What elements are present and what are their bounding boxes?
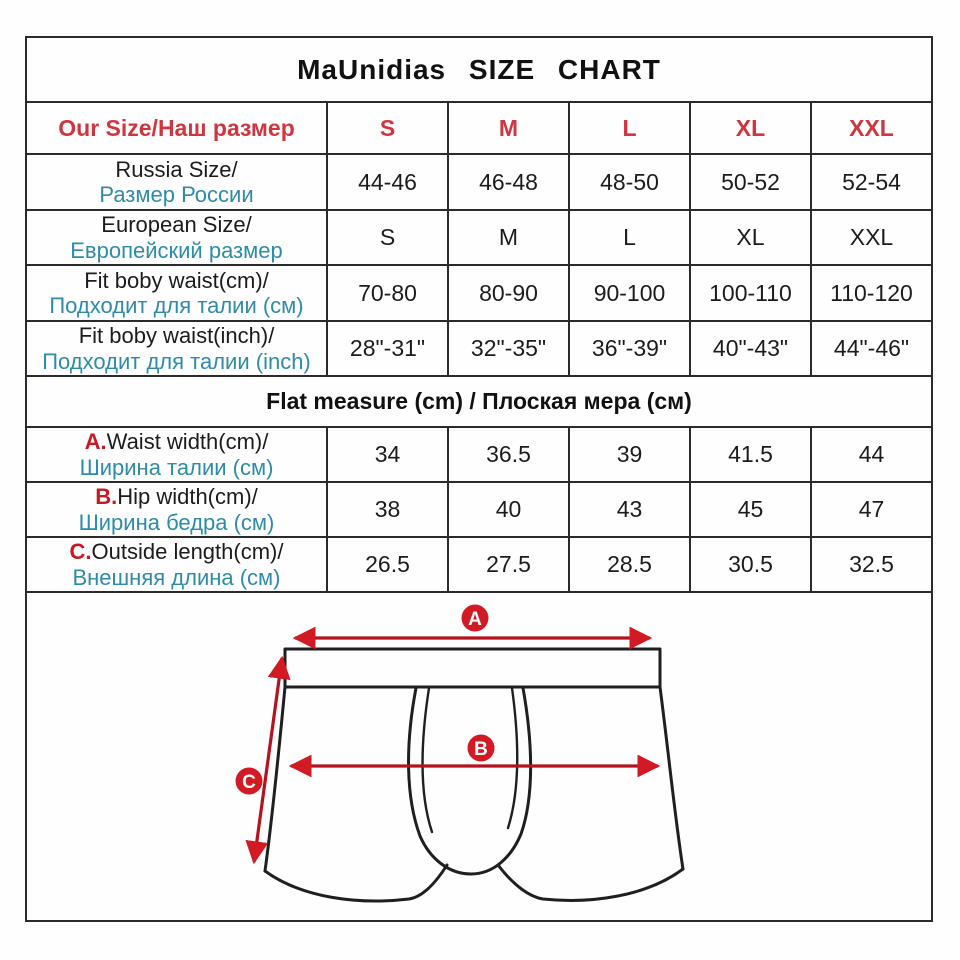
cell-value: 45 bbox=[689, 483, 810, 536]
header-size-s: S bbox=[326, 103, 447, 153]
cell-value: 32.5 bbox=[810, 538, 931, 591]
measure-letter-c: C. bbox=[69, 539, 92, 565]
cell-value: 52-54 bbox=[810, 155, 931, 209]
row-label-ru: Внешняя длина (см) bbox=[72, 564, 281, 590]
row-label-en: Russia Size/ bbox=[115, 156, 238, 182]
cell-value: 90-100 bbox=[568, 266, 689, 320]
row-label-en: European Size/ bbox=[101, 212, 252, 238]
row-label-text: Hip width(cm)/ bbox=[117, 484, 258, 510]
table-row-outside-length bbox=[27, 538, 931, 593]
cell-value: 48-50 bbox=[568, 155, 689, 209]
header-size-l: L bbox=[568, 103, 689, 153]
cell-value: 47 bbox=[810, 483, 931, 536]
boxer-shorts-diagram bbox=[27, 593, 931, 920]
cell-value: XXL bbox=[810, 211, 931, 264]
row-label-ru: Европейский размер bbox=[70, 237, 283, 263]
measure-badge-b-label: B bbox=[474, 739, 488, 760]
header-our-size: Our Size/Наш размер bbox=[58, 114, 295, 141]
row-label-en bbox=[70, 539, 284, 564]
cell-value: 28"-31" bbox=[326, 322, 447, 375]
cell-value: 43 bbox=[568, 483, 689, 536]
pouch-inner-seam-right bbox=[508, 688, 517, 828]
measure-badge-c-label: C bbox=[242, 772, 256, 793]
cell-value: 28.5 bbox=[568, 538, 689, 591]
header-size-xxl: XXL bbox=[810, 103, 931, 153]
page-title: MaUnidias SIZE CHART bbox=[27, 38, 931, 103]
cell-value: 44-46 bbox=[326, 155, 447, 209]
table-row-hip-width bbox=[27, 483, 931, 538]
row-label bbox=[27, 428, 326, 481]
cell-value: S bbox=[326, 211, 447, 264]
cell-value: XL bbox=[689, 211, 810, 264]
row-label bbox=[27, 322, 326, 375]
table-row-european-size bbox=[27, 211, 931, 266]
pouch-outer-seam bbox=[409, 688, 531, 874]
measure-badge-a-label: A bbox=[468, 609, 482, 630]
cell-value: 32"-35" bbox=[447, 322, 568, 375]
cell-value: L bbox=[568, 211, 689, 264]
row-label bbox=[27, 538, 326, 591]
row-label-en: Fit boby waist(inch)/ bbox=[78, 323, 275, 349]
cell-value: 26.5 bbox=[326, 538, 447, 591]
row-label bbox=[27, 155, 326, 209]
measure-letter-b: B. bbox=[95, 484, 118, 510]
table-row-waist-width bbox=[27, 428, 931, 483]
cell-value: 100-110 bbox=[689, 266, 810, 320]
row-label-ru: Ширина талии (см) bbox=[79, 454, 274, 480]
measurement-diagram bbox=[27, 593, 931, 920]
row-label-text: Waist width(cm)/ bbox=[106, 429, 269, 455]
cell-value: 30.5 bbox=[689, 538, 810, 591]
cell-value: 46-48 bbox=[447, 155, 568, 209]
table-row-russia-size bbox=[27, 155, 931, 211]
waistband bbox=[285, 649, 660, 687]
row-label-text: Outside length(cm)/ bbox=[91, 539, 284, 565]
header-size-m: M bbox=[447, 103, 568, 153]
right-side-edge bbox=[660, 687, 683, 869]
cell-value: 50-52 bbox=[689, 155, 810, 209]
row-label-en: Fit boby waist(cm)/ bbox=[84, 267, 269, 293]
row-label-ru: Подходит для талии (inch) bbox=[42, 348, 311, 374]
boxer-outline bbox=[265, 649, 683, 901]
row-label-en bbox=[95, 484, 258, 509]
cell-value: 44"-46" bbox=[810, 322, 931, 375]
cell-value: 80-90 bbox=[447, 266, 568, 320]
header-size-xl: XL bbox=[689, 103, 810, 153]
cell-value: 70-80 bbox=[326, 266, 447, 320]
cell-value: 36.5 bbox=[447, 428, 568, 481]
pouch-inner-seam-left bbox=[423, 688, 432, 832]
row-label-ru: Подходит для талии (см) bbox=[49, 293, 304, 318]
cell-value: 41.5 bbox=[689, 428, 810, 481]
row-label-en bbox=[85, 429, 269, 454]
left-leg-hem bbox=[265, 865, 447, 901]
cell-value: 39 bbox=[568, 428, 689, 481]
cell-value: 27.5 bbox=[447, 538, 568, 591]
cell-value: 44 bbox=[810, 428, 931, 481]
section-header-flat-measure: Flat measure (cm) / Плоская мера (см) bbox=[27, 377, 931, 428]
row-label-ru: Ширина бедра (см) bbox=[78, 509, 275, 535]
table-row-fit-waist-cm bbox=[27, 266, 931, 322]
right-leg-hem bbox=[498, 865, 683, 900]
measure-arrows bbox=[254, 638, 658, 862]
cell-value: 40 bbox=[447, 483, 568, 536]
size-chart-sheet bbox=[25, 36, 933, 922]
cell-value: 38 bbox=[326, 483, 447, 536]
cell-value: 34 bbox=[326, 428, 447, 481]
cell-value: 36"-39" bbox=[568, 322, 689, 375]
cell-value: 40"-43" bbox=[689, 322, 810, 375]
measure-letter-a: A. bbox=[84, 429, 107, 455]
cell-value: 110-120 bbox=[810, 266, 931, 320]
table-row-fit-waist-inch bbox=[27, 322, 931, 377]
row-label-ru: Размер России bbox=[99, 182, 254, 207]
cell-value: M bbox=[447, 211, 568, 264]
row-label bbox=[27, 211, 326, 264]
row-label bbox=[27, 483, 326, 536]
table-header-row bbox=[27, 103, 931, 155]
row-label bbox=[27, 266, 326, 320]
